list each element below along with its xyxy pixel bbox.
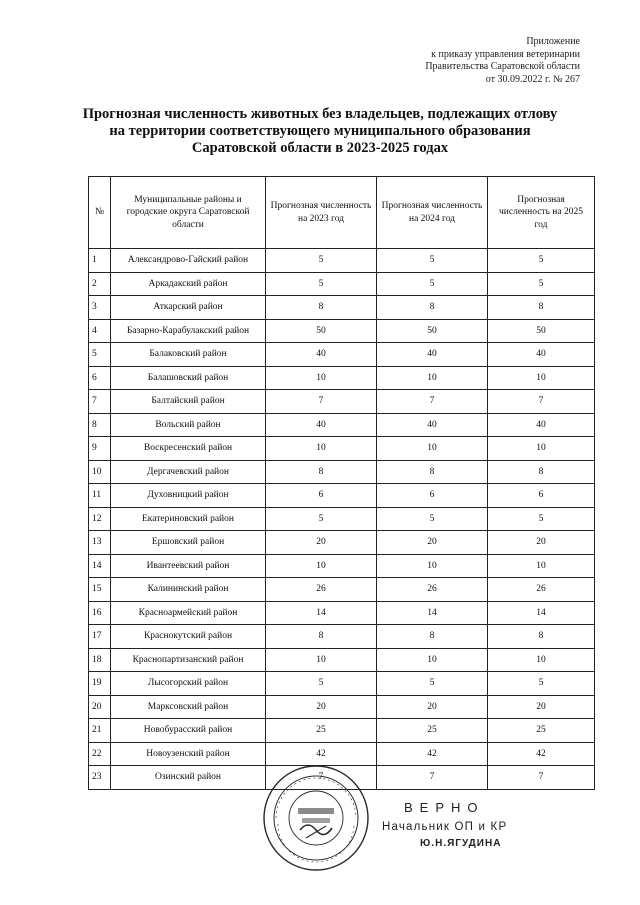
forecast-2024: 6 — [377, 484, 488, 508]
forecast-2024: 26 — [377, 578, 488, 602]
municipality-name: Балаковский район — [111, 343, 266, 367]
municipality-name: Екатериновский район — [111, 507, 266, 531]
forecast-2023: 7 — [266, 390, 377, 414]
forecast-2023: 42 — [266, 742, 377, 766]
row-number: 18 — [89, 648, 111, 672]
table-header-row — [89, 177, 595, 249]
forecast-2025: 8 — [488, 460, 595, 484]
forecast-2025: 5 — [488, 249, 595, 273]
row-number: 22 — [89, 742, 111, 766]
table-row — [89, 437, 595, 461]
municipality-name: Калининский район — [111, 578, 266, 602]
certified-true-stamp: ВЕРНО — [404, 800, 485, 815]
row-number: 20 — [89, 695, 111, 719]
forecast-2024: 10 — [377, 366, 488, 390]
forecast-2024: 14 — [377, 601, 488, 625]
forecast-2025: 10 — [488, 554, 595, 578]
forecast-2023: 5 — [266, 249, 377, 273]
municipality-name: Балтайский район — [111, 390, 266, 414]
forecast-2023: 8 — [266, 296, 377, 320]
row-number: 9 — [89, 437, 111, 461]
row-number: 5 — [89, 343, 111, 367]
municipality-name: Краснопартизанский район — [111, 648, 266, 672]
forecast-2024: 10 — [377, 554, 488, 578]
row-number: 15 — [89, 578, 111, 602]
table-row — [89, 507, 595, 531]
municipality-name: Красноармейский район — [111, 601, 266, 625]
forecast-2024: 50 — [377, 319, 488, 343]
municipality-name: Ершовский район — [111, 531, 266, 555]
forecast-2024: 42 — [377, 742, 488, 766]
forecast-table — [88, 176, 595, 790]
official-position: Начальник ОП и КР — [382, 821, 508, 833]
table-row — [89, 531, 595, 555]
municipality-name: Краснокутский район — [111, 625, 266, 649]
forecast-2025: 7 — [488, 390, 595, 414]
forecast-2024: 40 — [377, 343, 488, 367]
forecast-2025: 5 — [488, 507, 595, 531]
forecast-2024: 5 — [377, 272, 488, 296]
forecast-2025: 50 — [488, 319, 595, 343]
forecast-2023: 40 — [266, 413, 377, 437]
appendix-line: к приказу управления ветеринарии — [431, 48, 580, 60]
appendix-header — [425, 36, 580, 86]
forecast-2024: 5 — [377, 249, 488, 273]
forecast-2023: 8 — [266, 460, 377, 484]
title-line: Саратовской области в 2023-2025 годах — [191, 140, 449, 156]
municipality-name: Аркадакский район — [111, 272, 266, 296]
forecast-2025: 10 — [488, 437, 595, 461]
row-number: 8 — [89, 413, 111, 437]
table-row — [89, 413, 595, 437]
forecast-2025: 40 — [488, 343, 595, 367]
row-number: 14 — [89, 554, 111, 578]
municipality-name: Ивантеевский район — [111, 554, 266, 578]
municipality-name: Новоузенский район — [111, 742, 266, 766]
forecast-2025: 10 — [488, 366, 595, 390]
forecast-2025: 5 — [488, 272, 595, 296]
forecast-2024: 10 — [377, 648, 488, 672]
table-row — [89, 625, 595, 649]
table-row — [89, 296, 595, 320]
appendix-line: Приложение — [526, 36, 580, 47]
forecast-2023: 10 — [266, 648, 377, 672]
forecast-2025: 26 — [488, 578, 595, 602]
municipality-name: Базарно-Карабулакский район — [111, 319, 266, 343]
table-row — [89, 249, 595, 273]
forecast-2023: 40 — [266, 343, 377, 367]
municipality-name: Вольский район — [111, 413, 266, 437]
municipality-name: Лысогорский район — [111, 672, 266, 696]
forecast-2023: 20 — [266, 531, 377, 555]
forecast-2025: 7 — [488, 766, 595, 790]
forecast-2023: 14 — [266, 601, 377, 625]
forecast-2024: 25 — [377, 719, 488, 743]
table-row — [89, 484, 595, 508]
forecast-2023: 7 — [266, 766, 377, 790]
row-number: 17 — [89, 625, 111, 649]
table-row — [89, 554, 595, 578]
forecast-2025: 8 — [488, 296, 595, 320]
official-stamp-icon — [262, 764, 370, 872]
forecast-2024: 40 — [377, 413, 488, 437]
row-number: 11 — [89, 484, 111, 508]
table-row — [89, 695, 595, 719]
forecast-2023: 10 — [266, 437, 377, 461]
forecast-2025: 10 — [488, 648, 595, 672]
forecast-2025: 8 — [488, 625, 595, 649]
row-number: 10 — [89, 460, 111, 484]
municipality-name: Воскресенский район — [111, 437, 266, 461]
forecast-2024: 5 — [377, 672, 488, 696]
forecast-2024: 10 — [377, 437, 488, 461]
municipality-name: Новобурасский район — [111, 719, 266, 743]
table-row — [89, 272, 595, 296]
forecast-2023: 20 — [266, 695, 377, 719]
table-row — [89, 648, 595, 672]
header-forecast-2024: Прогнозная численность на 2024 год — [377, 177, 488, 249]
forecast-2024: 7 — [377, 390, 488, 414]
municipality-name: Александрово-Гайский район — [111, 249, 266, 273]
forecast-2023: 10 — [266, 366, 377, 390]
forecast-2023: 25 — [266, 719, 377, 743]
table-row — [89, 460, 595, 484]
forecast-2025: 40 — [488, 413, 595, 437]
table-row — [89, 742, 595, 766]
table-body — [89, 249, 595, 790]
municipality-name: Аткарский район — [111, 296, 266, 320]
municipality-name: Духовницкий район — [111, 484, 266, 508]
header-forecast-2025: Прогнозная численность на 2025 год — [488, 177, 595, 249]
forecast-2023: 10 — [266, 554, 377, 578]
forecast-2023: 6 — [266, 484, 377, 508]
row-number: 23 — [89, 766, 111, 790]
municipality-name: Озинский район — [111, 766, 266, 790]
signer-name: Ю.Н.ЯГУДИНА — [420, 838, 502, 849]
municipality-name: Балашовский район — [111, 366, 266, 390]
header-municipality: Муниципальные районы и городские округа Саратовской области — [111, 177, 266, 249]
appendix-line: Правительства Саратовской области — [425, 61, 580, 72]
table-row — [89, 672, 595, 696]
row-number: 13 — [89, 531, 111, 555]
document-title — [0, 106, 640, 157]
forecast-2023: 5 — [266, 272, 377, 296]
forecast-2024: 20 — [377, 531, 488, 555]
table-row — [89, 601, 595, 625]
row-number: 2 — [89, 272, 111, 296]
forecast-2025: 20 — [488, 695, 595, 719]
table-row — [89, 366, 595, 390]
row-number: 1 — [89, 249, 111, 273]
row-number: 6 — [89, 366, 111, 390]
forecast-2025: 14 — [488, 601, 595, 625]
forecast-2025: 25 — [488, 719, 595, 743]
row-number: 19 — [89, 672, 111, 696]
appendix-line: от 30.09.2022 г. № 267 — [485, 73, 580, 85]
table-row — [89, 719, 595, 743]
forecast-2025: 20 — [488, 531, 595, 555]
forecast-2024: 20 — [377, 695, 488, 719]
forecast-2025: 42 — [488, 742, 595, 766]
forecast-2025: 6 — [488, 484, 595, 508]
forecast-2023: 50 — [266, 319, 377, 343]
forecast-2025: 5 — [488, 672, 595, 696]
forecast-2023: 8 — [266, 625, 377, 649]
forecast-2023: 26 — [266, 578, 377, 602]
header-forecast-2023: Прогнозная численность на 2023 год — [266, 177, 377, 249]
row-number: 3 — [89, 296, 111, 320]
row-number: 4 — [89, 319, 111, 343]
forecast-2024: 8 — [377, 460, 488, 484]
title-line: Прогнозная численность животных без владельцев, подлежащих отлову — [82, 106, 558, 122]
forecast-2024: 8 — [377, 625, 488, 649]
row-number: 21 — [89, 719, 111, 743]
municipality-name: Дергачевский район — [111, 460, 266, 484]
forecast-2023: 5 — [266, 507, 377, 531]
forecast-2024: 7 — [377, 766, 488, 790]
title-line: на территории соответствующего муниципального образования — [109, 123, 531, 139]
municipality-name: Марксовский район — [111, 695, 266, 719]
table-row — [89, 390, 595, 414]
forecast-2024: 5 — [377, 507, 488, 531]
row-number: 16 — [89, 601, 111, 625]
table-row — [89, 343, 595, 367]
row-number: 12 — [89, 507, 111, 531]
header-number: № — [89, 177, 111, 249]
table-row — [89, 578, 595, 602]
forecast-2023: 5 — [266, 672, 377, 696]
table-row — [89, 319, 595, 343]
row-number: 7 — [89, 390, 111, 414]
forecast-2024: 8 — [377, 296, 488, 320]
